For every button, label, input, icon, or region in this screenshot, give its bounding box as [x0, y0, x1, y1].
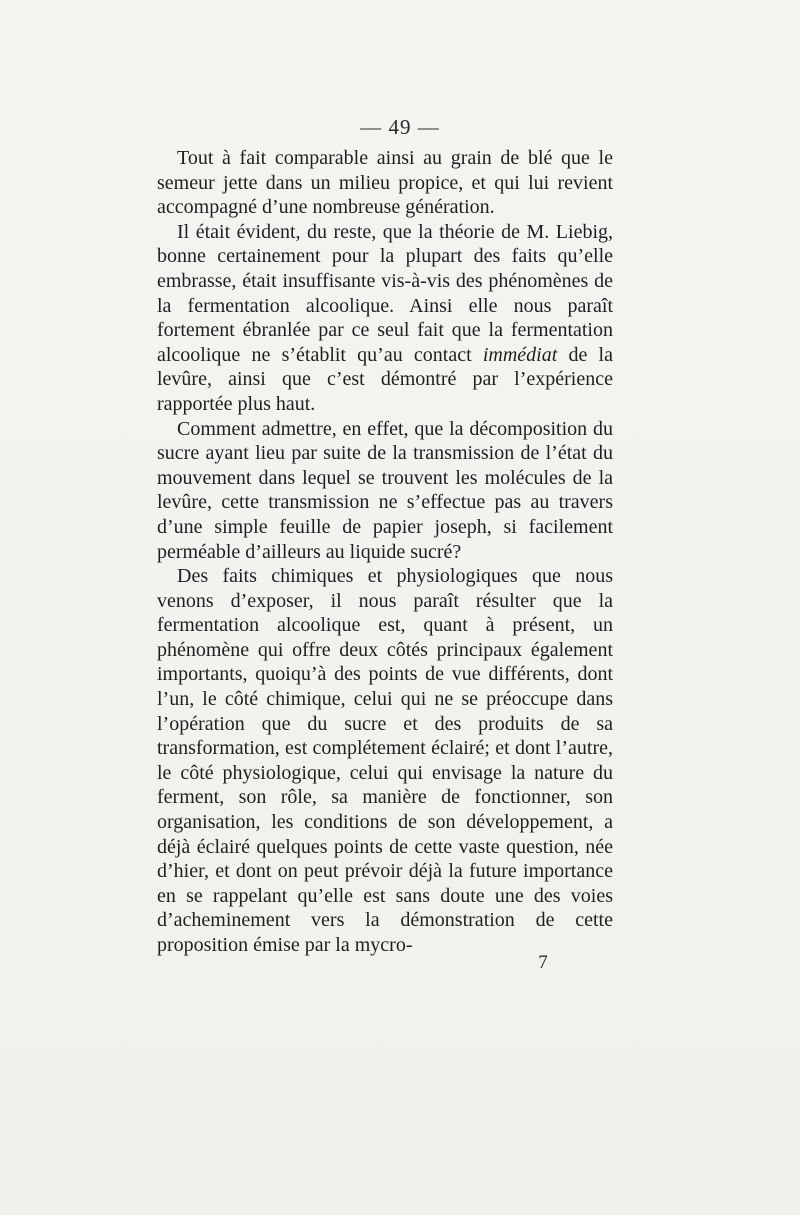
body-text: [157, 146, 613, 958]
paragraph-2-text-after: de la levûre, ainsi que c’est démontré par l’expérience rapportée plus haut.: [157, 343, 613, 415]
paragraph-1: Tout à fait comparable ainsi au grain de blé que le semeur jette dans un milieu propice, et qui lui revient accompagné d’une nombreuse génération.: [157, 147, 613, 219]
italic-word-immediat: immédiat: [482, 343, 558, 366]
paragraph-3: Comment admettre, en effet, que la décomposition du sucre ayant lieu par suite de la transmission de l’état du mouvement dans lequel se trouvent les molécules de la levûre, cette transmission ne s’effectue pas au travers d’une simple feuille de papier joseph, si facilement perméable d’ailleurs au liquide sucré?: [157, 417, 613, 563]
paragraph-2: [157, 220, 613, 417]
paragraph-4: Des faits chimiques et physiologiques que nous venons d’exposer, il nous paraît résulter que la fermentation alcoolique est, quant à présent, un phénomène qui offre deux côtés principaux également importants, quoiqu’à des points de vue différents, dont l’un, le côté chimique, celui qui ne se préoccupe dans l’opération que du sucre et des produits de sa transformation, est complétement éclairé; et dont l’autre, le côté physiologique, celui qui envisage la nature du ferment, son rôle, sa manière de fonctionner, son organisation, les conditions de son développement, a déjà éclairé quelques points de cette vaste question, née d’hier, et dont on peut prévoir déjà la future importance en se rappelant qu’elle est sans doute une des voies d’acheminement vers la démonstration de cette proposition émise par la mycro-: [157, 565, 613, 956]
page-number-header: — 49 —: [360, 115, 440, 139]
signature-mark: 7: [538, 952, 548, 973]
paragraph-2-text-before: Il était évident, du reste, que la théorie de M. Liebig, bonne certainement pour la plupart des faits qu’elle embrasse, était insuffisante vis-à-vis des phénomènes de la fermentation alcoolique. Ainsi elle nous paraît fortement ébranlée par ce seul fait que la fermentation alcoolique ne s’établit qu’au contact: [157, 220, 613, 366]
